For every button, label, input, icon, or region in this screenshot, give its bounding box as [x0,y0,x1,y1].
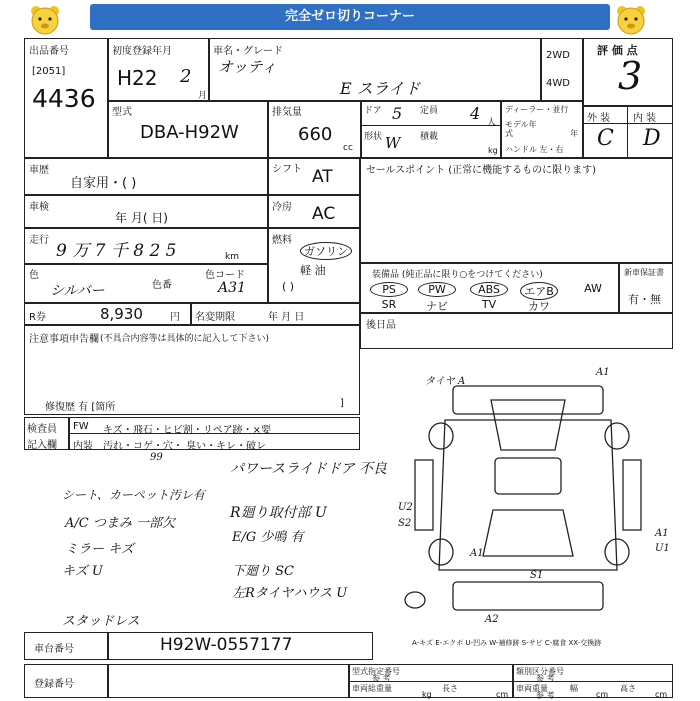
equip-tv: TV [481,298,497,311]
note-mirror: ミラー キズ [65,542,134,557]
register-ref3: 参 考 [536,691,555,700]
ext-label: 外 装 [587,113,611,124]
chassis-label: 車台番号 [34,644,74,655]
mascot-left-icon [28,3,62,37]
equip-abs: ABS [470,282,508,297]
grade-score-value: 3 [618,54,643,98]
capacity-value: 4 [470,104,481,123]
inspector-int-items: 汚れ・コゲ・穴・ 臭い・キレ・破レ [103,441,267,452]
fuel-label: 燃料 [272,235,292,246]
notes-sub: (不具合内容等は具体的に記入して下さい) [100,334,270,344]
equip-ps: PS [370,282,408,297]
equip-airbag: エアB [520,282,558,300]
spec-ref: 参 考 [372,674,391,683]
tax-label: 名変期限 [195,312,235,323]
type-value: DBA-H92W [140,122,239,143]
type-label: 型式 [112,107,132,118]
inspector-fw: FW [73,421,89,432]
model-year-unit: 年 [570,129,578,138]
fuel-paren: ( ) [282,280,295,293]
dealer-label: ディーラー・並行 [505,105,569,114]
color-code-label2: 色コード [205,270,245,281]
banner-title: 完全ゼロ切りコーナー [90,4,610,30]
inspector-ext-items: キズ・飛石・ヒビ割・リペア跡・×要 [103,425,271,436]
lot-code: [2051] [32,66,66,77]
weight-unit: kg [422,690,432,699]
color-code: A31 [218,280,246,296]
width-unit: cm [596,690,609,699]
shift-label: シフト [272,164,302,175]
equip-leather: カワ [528,300,550,313]
model-name-label: 車名・グレード [213,46,283,57]
capacity-unit: 人 [487,118,497,128]
note-ac: A/C つまみ 一部欠 [65,516,175,531]
model-year-label: モデル年式 [505,120,537,138]
recycle-frame [24,303,360,325]
equip-aw: AW [584,282,602,295]
drive-4wd: 4WD [546,78,570,89]
doors-label: ドア [364,106,382,116]
color-value: シルバー [50,283,105,299]
note-tire-house: 左Rタイヤハウス U [232,586,348,601]
length-label: 長さ [442,684,458,693]
fuel-gas: ガソリン [300,242,352,260]
color-label: 色 [29,270,39,281]
diagram-label-u1: U1 [655,543,670,554]
spec-label: 型式指定番号 [352,667,400,676]
width-label: 幅 [570,684,578,693]
note-scratch: キズ U [62,564,103,579]
diagram-label-a2: A2 [485,614,499,625]
ext-value: C [597,126,614,151]
load-label: 積載 [420,132,439,142]
inspection-label: 車検 [29,202,49,213]
aircon-label: 冷房 [272,202,292,213]
shift-value: AT [312,167,333,187]
inspector-99: 99 [150,452,163,463]
weight-label: 車両総重量 [352,684,392,693]
diagram-label-a1-right: A1 [655,528,669,539]
drive-2wd: 2WD [546,50,570,61]
repair-end: ] [340,398,344,409]
mileage-label: 走行 [29,235,49,246]
repair-label: 修復歴 有 [箇所 [45,402,116,413]
tax-value: 年 月 日 [268,312,305,323]
equip-pw: PW [418,282,456,297]
diagram-label-tire-a: タイヤ A [425,376,466,387]
height-unit: cm [655,690,668,699]
lot-label: 出品番号 [29,46,69,57]
equip-sr: SR [381,298,397,311]
int-value: D [643,126,661,151]
class-ref: 参 考 [536,674,555,683]
recycle-unit: 円 [170,312,180,323]
doors-value: 5 [392,104,403,123]
displacement-label: 排気量 [272,107,302,118]
note-studless: スタッドレス [62,614,140,629]
handle-label: ハンドル 左・右 [505,145,564,154]
sales-label: セールスポイント (正常に機能するものに限ります) [366,165,597,176]
history-value: 自家用・( ) [70,176,137,191]
recycle-label: R券 [29,312,46,323]
first-reg-label: 初度登録年月 [112,46,172,57]
notes-label: 注意事項申告欄 [29,334,99,345]
note-seat: シート、カーペット汚レ有 [62,488,205,502]
warranty-label: 新車保証書 [624,268,664,277]
class-label: 類別区分番号 [516,667,564,676]
color-code-label: 色番 [152,280,172,291]
note-eg: E/G 少鳴 有 [232,530,304,545]
note-under: 下廻り SC [232,564,294,579]
inspection-value: 年 月( 日) [115,211,168,225]
diagram-label-s2: S2 [398,518,412,529]
model-name: オッティ [218,58,277,76]
note-rear: R廻り取付部 U [230,505,327,521]
diagram-label-a1-top: A1 [596,367,610,378]
lot-number: 4436 [32,84,96,113]
height-label: 高さ [620,684,636,693]
diagram-label-u2: U2 [398,502,413,513]
damage-legend: A-キズ E-エクボ U-凹み W-補修跡 S-サビ C-腐食 XX-交換跡 [412,639,602,647]
load-unit: kg [488,146,498,155]
diagram-label-s1: S1 [530,570,544,581]
history-label: 車歴 [29,165,49,176]
remarks-label: 後日品 [366,320,396,331]
note-power-slide: パワースライドドア 不良 [230,461,387,477]
remarks-frame [360,313,673,349]
int-label: 内 装 [633,113,657,124]
mileage-value: 9 万 7 千 8 2 5 [56,241,177,261]
diagram-label-a1-left: A1 [470,548,484,559]
weight2-label: 車両重量 [516,684,548,693]
mileage-unit: km [225,252,239,262]
inspector-label-1: 検査員 [27,424,57,435]
chassis-value: H92W-0557177 [160,635,293,655]
capacity-label: 定員 [420,106,439,116]
model-grade: E スライド [340,79,421,98]
inspector-label-2: 記入欄 [27,440,57,451]
shape-value: W [385,134,401,152]
length-unit: cm [496,690,509,699]
grade-score-label: 評 価 点 [597,44,638,57]
equipment-label: 装備品 (純正品に限り○をつけてください) [372,270,543,280]
fuel-diesel: 軽 油 [300,264,326,277]
register-label: 登録番号 [34,679,74,690]
recycle-value: 8,930 [100,305,143,323]
warranty-value: 有・無 [628,293,661,306]
first-reg-month: 2 [180,66,192,87]
displacement-value: 660 [298,124,333,145]
aircon-value: AC [312,204,336,224]
displacement-unit: cc [343,143,353,153]
first-reg-era: H22 [117,66,158,90]
inspector-int-label: 内装 [73,441,93,452]
equip-navi: ナビ [426,300,448,313]
first-reg-month-unit: 月 [198,91,208,101]
car-diagram [395,360,685,628]
mascot-right-icon [614,3,648,37]
shape-label: 形状 [364,132,383,142]
